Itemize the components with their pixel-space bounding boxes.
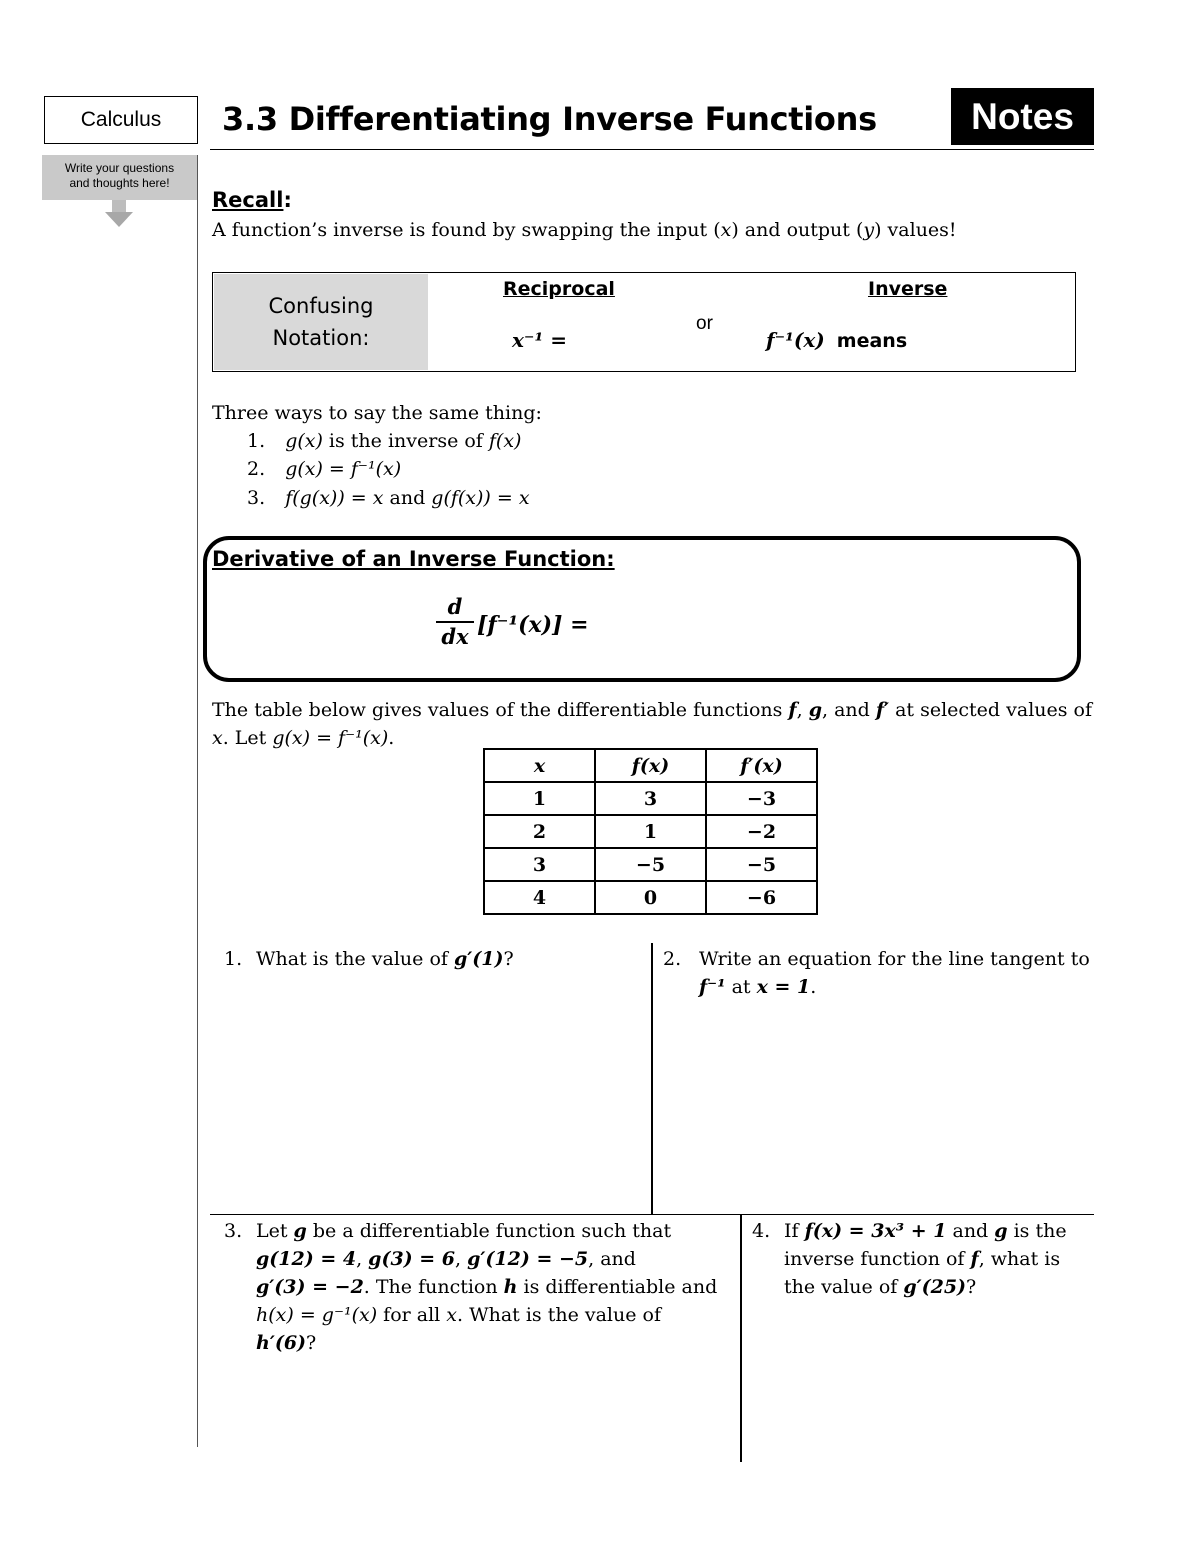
table-cell: 1: [484, 782, 595, 815]
problem-expression: g: [293, 1220, 307, 1242]
problem-expression: g′(3) = −2: [256, 1276, 364, 1298]
list-text: is the inverse of: [322, 430, 489, 452]
intro-text: ,: [796, 699, 809, 721]
recall-colon: :: [283, 188, 292, 212]
table-row: [484, 782, 817, 815]
subject-label: Calculus: [80, 108, 162, 131]
problem-expression: f(x) = 3x³ + 1: [804, 1220, 947, 1242]
intro-f: f: [788, 699, 797, 721]
table-header-fx: f(x): [595, 749, 706, 782]
table-cell: −5: [595, 848, 706, 881]
problem-expression: g′(25): [903, 1276, 967, 1298]
values-table: [483, 748, 818, 915]
table-cell: 4: [484, 881, 595, 914]
down-arrow-head-icon: [105, 212, 133, 227]
list-number: 3.: [247, 487, 266, 509]
margin-note-line2: and thoughts here!: [69, 176, 170, 190]
intro-text: at selected values of: [889, 699, 1093, 721]
recall-heading-text: Recall: [212, 188, 284, 212]
problem-3: [224, 1217, 734, 1367]
list-expression: g(f(x)) = x: [431, 487, 530, 509]
problem-text: If: [784, 1220, 805, 1242]
subject-box: [44, 96, 198, 144]
inverse-means: means: [836, 330, 908, 352]
recall-text: [212, 219, 957, 241]
problem-4: [752, 1217, 1097, 1317]
intro-text: . Let: [222, 727, 273, 749]
derivative-heading: Derivative of an Inverse Function:: [212, 547, 615, 571]
problem-text: Let: [256, 1220, 294, 1242]
page-title: 3.3 Differentiating Inverse Functions: [222, 100, 877, 138]
recall-x-var: x: [720, 219, 732, 241]
intro-g: g: [808, 699, 822, 721]
list-number: 1.: [247, 430, 266, 452]
table-cell: −6: [706, 881, 817, 914]
problem-text: .: [810, 976, 817, 998]
intro-text: The table below gives values of the differentiable functions: [212, 699, 789, 721]
table-row: [484, 848, 817, 881]
problem-number: 2.: [663, 948, 682, 970]
table-cell: 3: [595, 782, 706, 815]
table-cell: 0: [595, 881, 706, 914]
problem-text: is the: [1007, 1220, 1067, 1242]
problem-text: . The function: [363, 1276, 504, 1298]
problem-expression: g(12) = 4: [256, 1248, 357, 1270]
reciprocal-expression: x⁻¹ =: [512, 328, 567, 352]
recall-heading: [212, 188, 292, 212]
problem-number: 1.: [224, 948, 243, 970]
problem-text: ?: [966, 1276, 977, 1298]
table-header-row: [484, 749, 817, 782]
intro-text: .: [388, 727, 395, 749]
derivative-numerator: d: [447, 594, 463, 619]
problem-expression: g(3) = 6: [368, 1248, 456, 1270]
notation-label-line1: Confusing: [268, 294, 374, 318]
problem-number: 4.: [752, 1220, 771, 1242]
notes-badge: [951, 88, 1094, 145]
margin-note-banner: [42, 155, 197, 200]
three-ways-intro: Three ways to say the same thing:: [212, 402, 542, 424]
table-cell: 3: [484, 848, 595, 881]
list-expression: g(x): [285, 430, 323, 452]
problem-divider-horizontal: [210, 1214, 1094, 1215]
problem-text: at: [725, 976, 757, 998]
table-cell: −2: [706, 815, 817, 848]
recall-text-2: ) and output (: [731, 219, 864, 241]
problem-expression: g′(1): [453, 948, 504, 970]
problem-2: [663, 945, 1093, 1005]
problem-text: be a differentiable function such that: [306, 1220, 672, 1242]
list-expression: g(x) = f⁻¹(x): [285, 458, 402, 480]
problem-text: inverse function of: [784, 1248, 971, 1270]
table-header-x: x: [484, 749, 595, 782]
intro-let-expression: g(x) = f⁻¹(x): [272, 727, 389, 749]
problem-text: , what is: [978, 1248, 1061, 1270]
list-item: [247, 487, 530, 509]
intro-x: x: [212, 727, 223, 749]
table-cell: −5: [706, 848, 817, 881]
problem-text: . What is the value of: [457, 1304, 661, 1326]
reciprocal-heading: Reciprocal: [503, 278, 615, 300]
table-row: [484, 815, 817, 848]
problem-text: , and: [588, 1248, 636, 1270]
notation-label-line2: Notation:: [272, 326, 370, 350]
table-intro: [212, 696, 1092, 752]
recall-text-3: ) values!: [874, 219, 957, 241]
table-row: [484, 881, 817, 914]
problem-text: is differentiable and: [517, 1276, 718, 1298]
recall-y-var: y: [863, 219, 875, 241]
problem-expression: h(x) = g⁻¹(x): [256, 1304, 378, 1326]
problem-text: ,: [455, 1248, 468, 1270]
table-cell: 2: [484, 815, 595, 848]
problem-expression: f⁻¹: [699, 976, 726, 998]
problem-text: the value of: [784, 1276, 904, 1298]
problem-text: What is the value of: [256, 948, 454, 970]
inverse-expr: f⁻¹(x): [766, 328, 825, 352]
problem-expression: g′(12) = −5: [467, 1248, 589, 1270]
problem-1: [224, 945, 644, 1005]
inverse-heading: Inverse: [868, 278, 948, 300]
problem-expression: f: [970, 1248, 979, 1270]
margin-note-line1: Write your questions: [64, 161, 175, 175]
derivative-expression: [f⁻¹(x)] =: [477, 612, 589, 638]
recall-text-1: A function’s inverse is found by swapping the input (: [212, 219, 721, 241]
list-text: and: [383, 487, 432, 509]
list-number: 2.: [247, 458, 266, 480]
list-item: [247, 458, 401, 480]
problem-divider-vertical-top: [651, 943, 653, 1215]
problem-number: 3.: [224, 1220, 243, 1242]
problem-expression: x: [446, 1304, 457, 1326]
problem-expression: h: [503, 1276, 518, 1298]
problem-text: ?: [306, 1332, 317, 1354]
margin-divider: [197, 155, 198, 1447]
derivative-fraction: [436, 594, 474, 650]
problem-text: Write an equation for the line tangent to: [699, 948, 1090, 970]
inverse-expression: [766, 328, 907, 352]
list-expression: f(x): [488, 430, 522, 452]
notation-label: [214, 274, 428, 370]
problem-text: ?: [503, 948, 514, 970]
intro-fprime: f′: [875, 699, 890, 721]
list-item: [247, 430, 521, 452]
title-divider: [210, 149, 1094, 150]
problem-divider-vertical-bottom: [740, 1214, 742, 1462]
problem-expression: g: [994, 1220, 1008, 1242]
problem-expression: h′(6): [256, 1332, 307, 1354]
problem-text: for all: [377, 1304, 447, 1326]
table-cell: −3: [706, 782, 817, 815]
problem-text: ,: [356, 1248, 369, 1270]
problem-expression: x = 1: [756, 976, 811, 998]
derivative-denominator: dx: [441, 624, 469, 649]
list-expression: f(g(x)) = x: [285, 487, 384, 509]
problem-text: and: [946, 1220, 995, 1242]
fraction-bar: [436, 621, 474, 623]
table-cell: 1: [595, 815, 706, 848]
intro-text: , and: [822, 699, 876, 721]
or-label: or: [696, 313, 713, 334]
table-header-fprime: f′(x): [706, 749, 817, 782]
notes-badge-label: Notes: [971, 95, 1074, 137]
